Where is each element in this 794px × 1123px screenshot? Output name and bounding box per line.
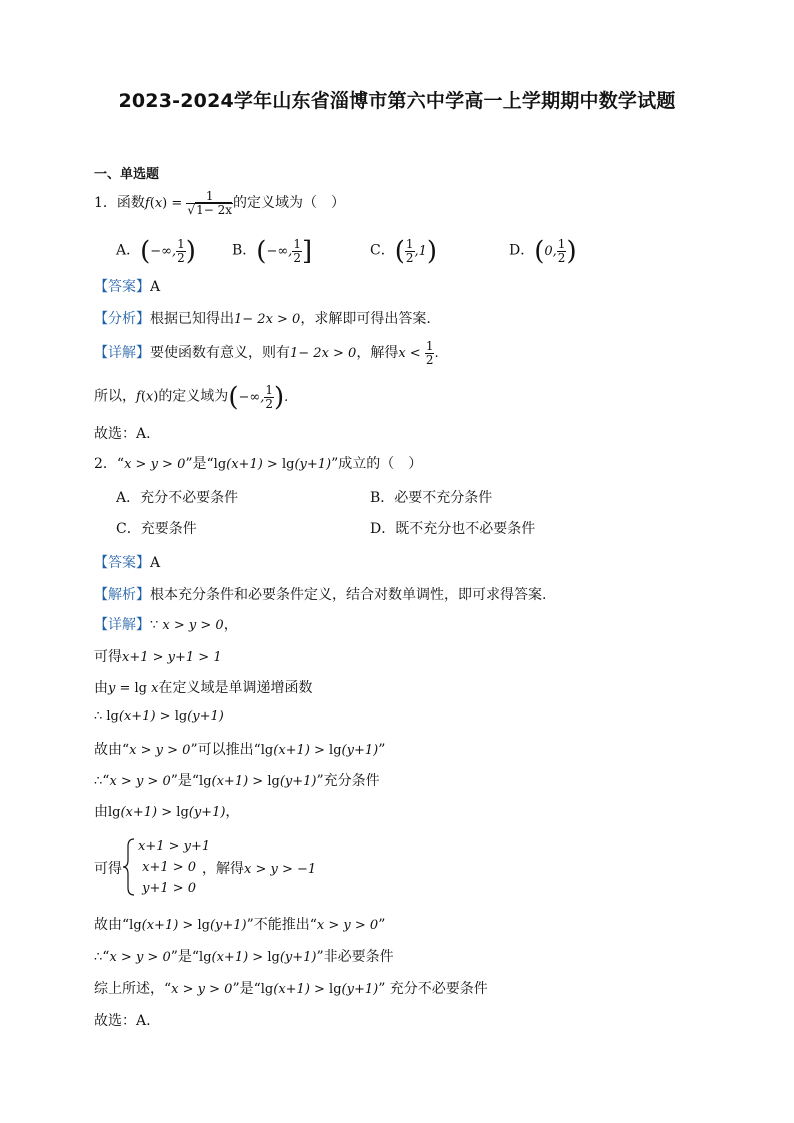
detail-text: 要使函数有意义，则有 <box>150 345 290 361</box>
q1-option-b: B．(−∞, $\frac{1}{2}$ ] <box>232 236 313 266</box>
q1-answer <box>94 276 160 296</box>
q2-stem-b: ”是“ <box>185 456 214 472</box>
q2-line-6-b: ， <box>225 804 240 820</box>
q1-formula: f(x) = $\frac{1}{√1- 2x}$ <box>144 189 232 217</box>
detail-mid: ，解得 <box>356 345 399 361</box>
q1-therefore: 所以，f(x)的定义域为(−∞, $\frac{1}{2}$ ). <box>94 382 289 412</box>
q2-line-9-a: “ <box>102 949 110 965</box>
analysis-tag: 【解析】 <box>94 587 150 603</box>
answer-value: A <box>150 555 161 571</box>
detail-tag: 【详解】 <box>94 345 150 361</box>
detail-tag: 【详解】 <box>94 617 150 633</box>
q1-option-b-label: B． <box>232 242 257 259</box>
q2-stem-c: ”成立的（ ） <box>331 456 423 472</box>
q2-choose: 故选：A. <box>94 1013 151 1029</box>
q2-line-1: 可得x+1 > y+1 > 1 <box>94 649 222 665</box>
q2-detail: 【详解】∵ x > y > 0， <box>94 617 238 633</box>
inequality-system: x+1 > y+1 x+1 > 0 y+1 > 0 <box>138 839 211 896</box>
left-brace-icon <box>122 838 136 896</box>
q2-line-4-b: ”可以推出“ <box>190 742 261 758</box>
q1-option-c-label: C． <box>370 242 395 259</box>
q2-line-6-a: 由 <box>94 804 108 820</box>
analysis-text: 根据已知得出 <box>150 311 234 327</box>
q2-line-2-b: 在定义域是单调递增函数 <box>158 680 313 696</box>
question-1-stem <box>94 190 345 217</box>
question-2-stem: 2．“x > y > 0”是“lg(x+1) > lg(y+1)”成立的（ ） <box>94 456 423 472</box>
q2-line-6: 由lg(x+1) > lg(y+1)， <box>94 804 240 820</box>
q2-line-7-result: ，解得x > y > −1 <box>202 861 317 877</box>
q2-line-8-b: ”不能推出“ <box>246 917 317 933</box>
q2-line-7-b: ，解得 <box>202 861 244 877</box>
q1-stem-suffix: 的定义域为（ ） <box>232 195 345 211</box>
q1-option-d-label: D． <box>509 242 535 259</box>
q2-line-10-b: ”是“ <box>232 981 261 997</box>
therefore-text: 所以， <box>94 388 136 405</box>
q1-option-d: D．(0, $\frac{1}{2}$ ) <box>509 236 577 266</box>
q2-line-4-a: 故由“ <box>94 742 130 758</box>
q2-line-1-text: 可得 <box>94 649 122 665</box>
q1-option-a: A．(−∞, $\frac{1}{2}$ ) <box>116 236 196 266</box>
q2-line-8-a: 故由“ <box>94 917 130 933</box>
q2-line-9-c: ”非必要条件 <box>316 949 394 965</box>
q1-analysis: 【分析】根据已知得出1− 2x > 0，求解即可得出答案. <box>94 311 431 327</box>
q2-line-4: 故由“x > y > 0”可以推出“lg(x+1) > lg(y+1)” <box>94 742 386 758</box>
q1-stem-prefix: 1．函数 <box>94 195 145 211</box>
q2-line-2-a: 由 <box>94 680 108 696</box>
q2-line-8: 故由“lg(x+1) > lg(y+1)”不能推出“x > y > 0” <box>94 917 386 933</box>
q1-detail: 【详解】要使函数有意义，则有1− 2x > 0，解得x < $\frac{1}{2}$ . <box>94 339 439 367</box>
q2-answer <box>94 552 160 572</box>
q2-line-3: ∴ lg(x+1) > lg(y+1) <box>94 709 224 724</box>
q2-line-10-a: 综上所述，“ <box>94 981 172 997</box>
q2-line-10: 综上所述，“x > y > 0”是“lg(x+1) > lg(y+1)” 充分不必要条件 <box>94 981 488 997</box>
q2-line-9-b: ”是“ <box>170 949 200 965</box>
q2-line-10-c: ” 充分不必要条件 <box>378 981 488 997</box>
q1-option-c: C．( $\frac{1}{2}$ ,1) <box>370 236 438 266</box>
q2-option-c: C．充要条件 <box>116 521 197 537</box>
q2-line-9: ∴“x > y > 0”是“lg(x+1) > lg(y+1)”非必要条件 <box>94 949 394 965</box>
q2-line-5-a: “ <box>102 773 110 789</box>
analysis-text-end: ，求解即可得出答案. <box>300 311 431 327</box>
q2-option-b: B．必要不充分条件 <box>370 490 493 506</box>
section-heading: 一、单选题 <box>94 167 160 182</box>
therefore-mid: 的定义域为 <box>158 388 229 405</box>
analysis-text: 根本充分条件和必要条件定义，结合对数单调性，即可求得答案. <box>150 587 547 603</box>
q2-stem-a: 2．“ <box>94 456 125 472</box>
q2-line-4-c: ” <box>378 742 386 758</box>
q2-option-a: A．充分不必要条件 <box>116 490 239 506</box>
q1-option-a-label: A． <box>116 242 141 259</box>
q2-line-5-c: ”充分条件 <box>316 773 380 789</box>
q2-option-d: D．既不充分也不必要条件 <box>370 521 536 537</box>
q2-analysis <box>94 584 546 604</box>
page-title: 2023-2024学年山东省淄博市第六中学高一上学期期中数学试题 <box>118 90 676 112</box>
analysis-tag: 【分析】 <box>94 311 150 327</box>
q2-line-2: 由y = lg x在定义域是单调递增函数 <box>94 680 313 696</box>
q2-line-5-b: ”是“ <box>170 773 200 789</box>
answer-value: A <box>150 279 161 295</box>
answer-tag: 【答案】 <box>94 555 150 571</box>
q2-line-7 <box>94 858 122 878</box>
q2-line-7-a: 可得 <box>94 861 122 877</box>
q2-line-5: ∴“x > y > 0”是“lg(x+1) > lg(y+1)”充分条件 <box>94 773 380 789</box>
answer-tag: 【答案】 <box>94 279 150 295</box>
q2-line-8-c: ” <box>378 917 386 933</box>
q1-choose: 故选：A. <box>94 426 151 442</box>
